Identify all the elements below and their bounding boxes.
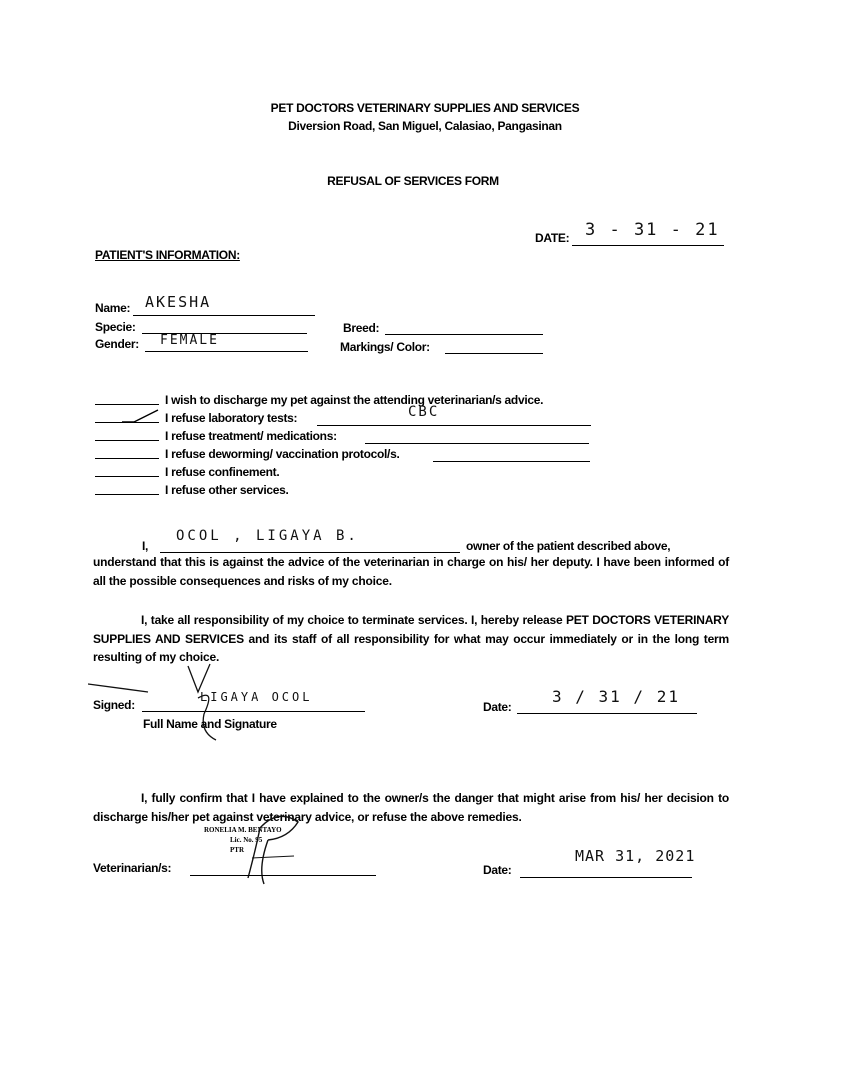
option-label: I refuse deworming/ vaccination protocol/s.	[165, 447, 400, 461]
owner-date-value[interactable]: 3 / 31 / 21	[552, 687, 680, 706]
option-detail-line	[433, 461, 590, 462]
breed-line	[385, 334, 543, 335]
date-label: DATE:	[535, 231, 570, 245]
owner-prefix: I,	[142, 539, 149, 553]
vet-date-value[interactable]: MAR 31, 2021	[575, 847, 696, 865]
option-detail-line	[365, 443, 589, 444]
stamp-ptr: PTR	[230, 846, 244, 854]
breed-label: Breed:	[343, 321, 380, 335]
option-label: I refuse laboratory tests:	[165, 411, 298, 425]
vet-date-line	[520, 877, 692, 878]
signature-value[interactable]: LIGAYA OCOL	[200, 690, 313, 704]
vet-signature-scribble	[238, 808, 318, 888]
veterinarian-line	[190, 875, 376, 876]
gender-value[interactable]: FEMALE	[160, 333, 219, 348]
full-name-signature-label: Full Name and Signature	[143, 717, 277, 731]
vet-confirmation-text: I, fully confirm that I have explained to the owner/s the danger that might arise from his/ her decision to discharge his/her pet against veterinary advice, or refuse the above remedies.	[93, 791, 729, 824]
name-label: Name:	[95, 301, 131, 315]
patient-section-title: PATIENT'S INFORMATION:	[95, 248, 240, 262]
form-title: REFUSAL OF SERVICES FORM	[327, 174, 499, 188]
company-address: Diversion Road, San Miguel, Calasiao, Pangasinan	[288, 119, 562, 133]
checkbox-line[interactable]	[95, 440, 159, 441]
name-value[interactable]: AKESHA	[145, 293, 212, 311]
date-line	[572, 245, 724, 246]
specie-label: Specie:	[95, 320, 136, 334]
owner-statement-line1: owner of the patient described above,	[466, 539, 671, 553]
checkbox-line[interactable]	[95, 404, 159, 405]
checkbox-line[interactable]	[95, 458, 159, 459]
owner-name-value[interactable]: OCOL , LIGAYA B.	[176, 528, 359, 544]
responsibility-text: I, take all responsibility of my choice to terminate services. I, hereby release PET DOCTORS VETERINARY SUPPLIES AND SERVICES and its staff of all responsibility for what may occur immediately or in the long term resulting of my choice.	[93, 613, 729, 664]
markings-label: Markings/ Color:	[340, 340, 430, 354]
vet-date-label: Date:	[483, 863, 512, 877]
gender-label: Gender:	[95, 337, 139, 351]
markings-line	[445, 353, 543, 354]
stamp-name: RONELIA M. BENTAYO	[204, 826, 282, 834]
signed-label: Signed:	[93, 698, 135, 712]
checkbox-line[interactable]	[95, 476, 159, 477]
option-label: I refuse other services.	[165, 483, 289, 497]
option-label: I wish to discharge my pet against the attending veterinarian/s advice.	[165, 393, 544, 407]
owner-date-label: Date:	[483, 700, 512, 714]
gender-line	[145, 351, 308, 352]
option-label: I refuse treatment/ medications:	[165, 429, 337, 443]
checkbox-line[interactable]	[95, 494, 159, 495]
company-name: PET DOCTORS VETERINARY SUPPLIES AND SERVICES	[270, 101, 580, 115]
check-mark-icon	[120, 408, 162, 426]
date-value[interactable]: 3 - 31 - 21	[585, 220, 720, 240]
stamp-license: Lic. No. 95	[230, 836, 263, 844]
option-detail-line	[317, 425, 591, 426]
name-line	[133, 315, 315, 316]
owner-date-line	[517, 713, 697, 714]
option-detail-value[interactable]: CBC	[408, 404, 440, 420]
owner-statement-text: understand that this is against the advice of the veterinarian in charge on his/ her deputy. I have been informed of all the possible consequences and risks of my choice.	[93, 555, 729, 588]
veterinarian-label: Veterinarian/s:	[93, 861, 172, 875]
option-label: I refuse confinement.	[165, 465, 280, 479]
